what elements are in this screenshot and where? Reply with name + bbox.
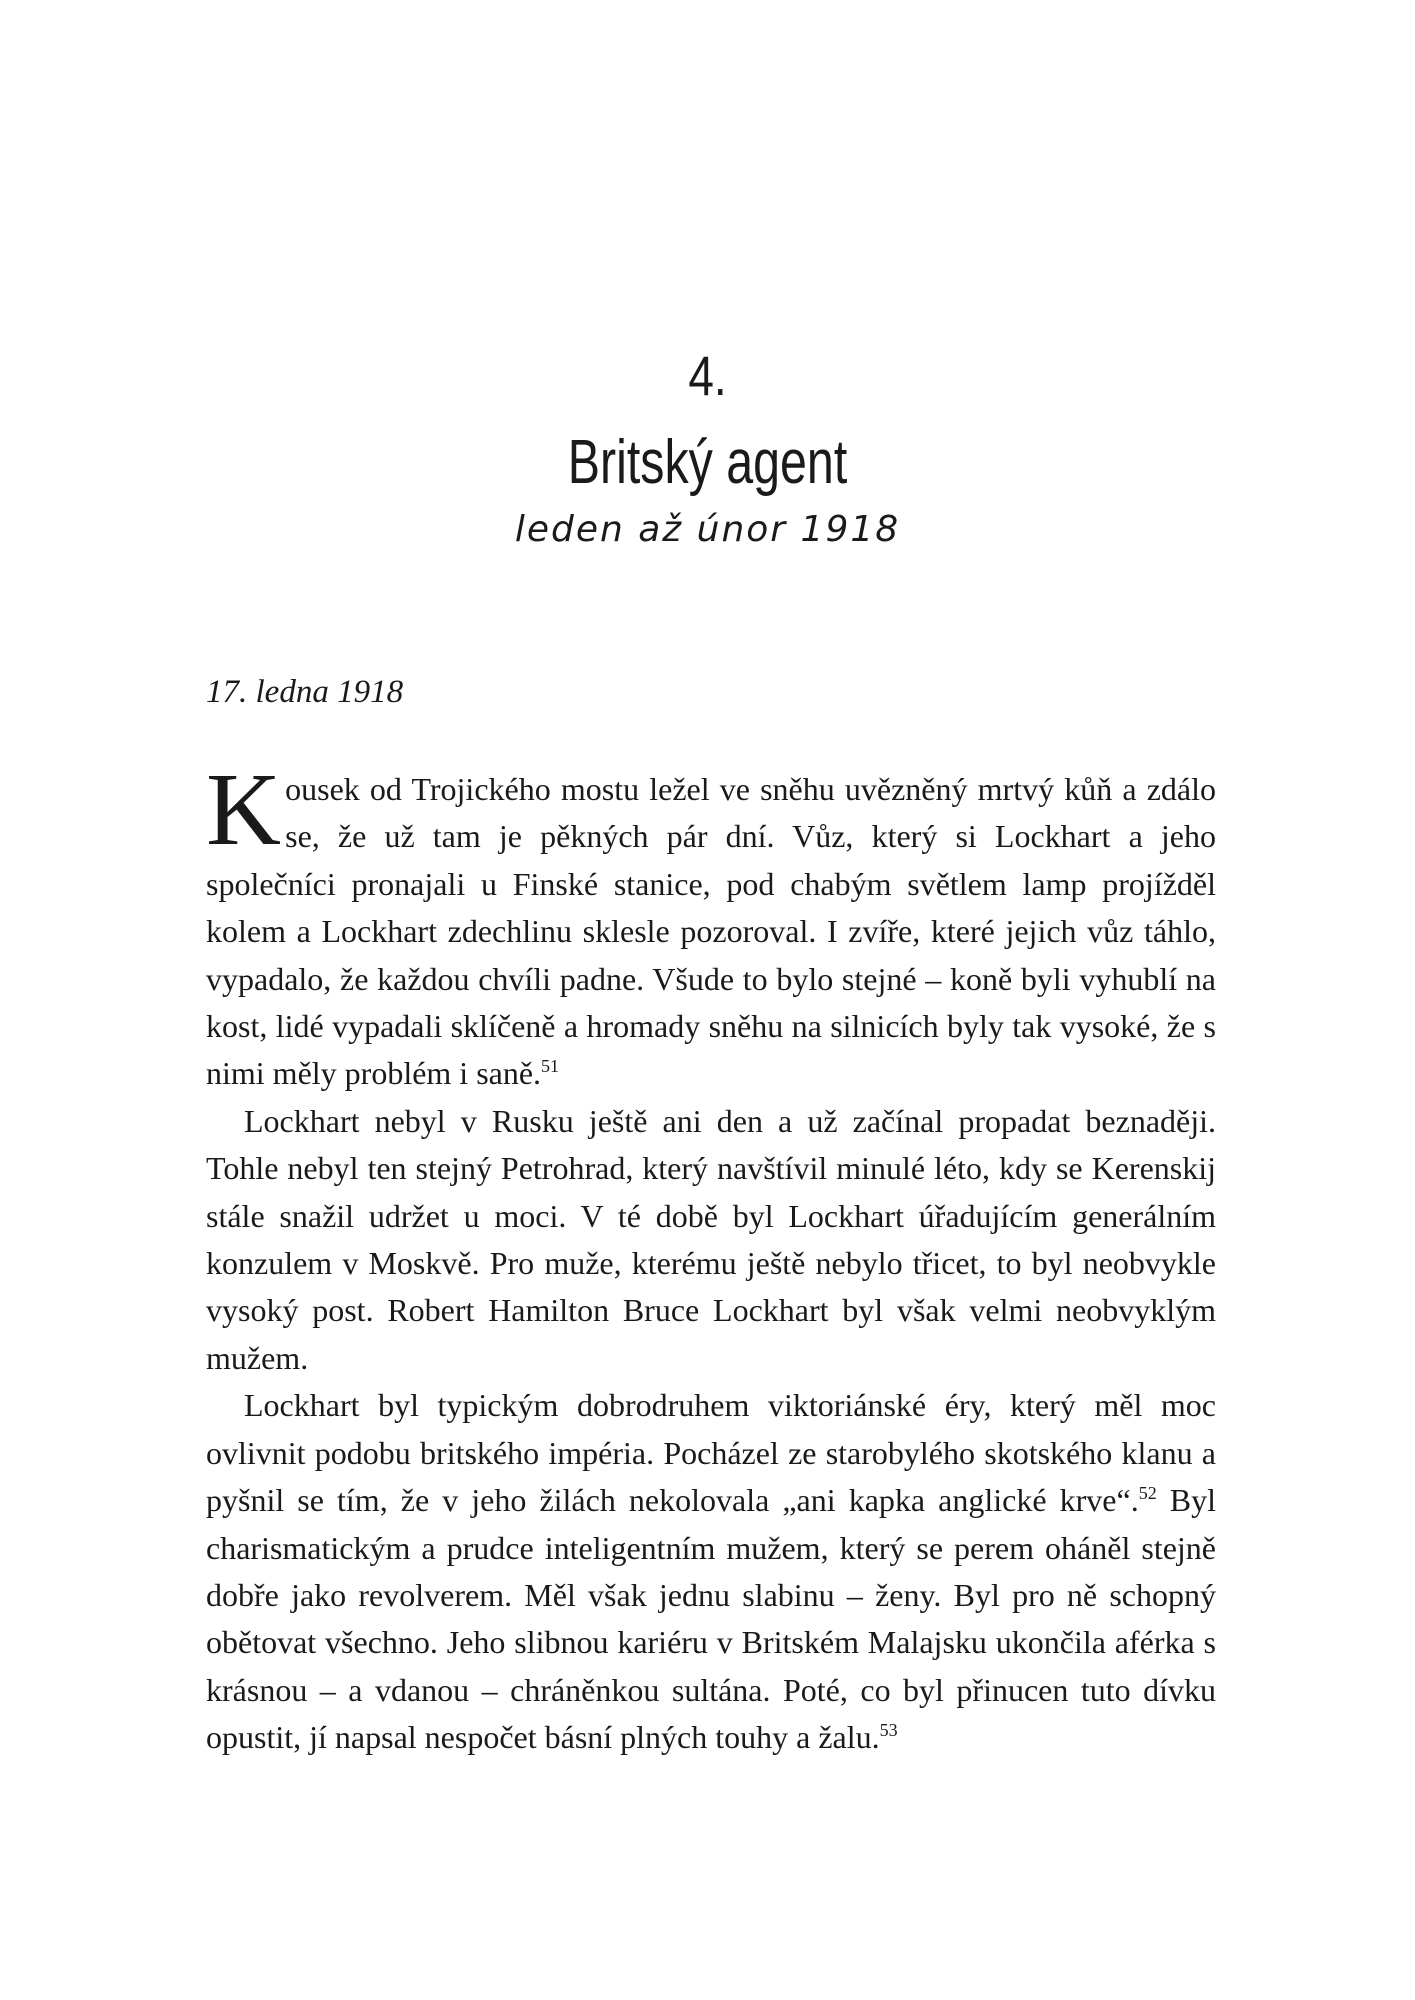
footnote-ref-53: 53 xyxy=(879,1720,898,1741)
drop-cap: K xyxy=(206,752,282,867)
body-text xyxy=(206,752,1217,1762)
paragraph-3 xyxy=(206,1382,1216,1761)
chapter-title: Britský agent xyxy=(567,428,848,497)
paragraph-2 xyxy=(206,1098,1216,1382)
paragraph-1 xyxy=(206,752,1216,1098)
paragraph-3-text-a: Lockhart byl typickým dobrodruhem viktoriánské éry, který měl moc ovlivnit podobu britského impéria. Pocházel ze starobylého skotského klanu a pyšnil se tím, že v jeho žilách nekolovala „ani kapka anglické krve“. xyxy=(206,1387,1216,1519)
section-date: 17. ledna 1918 xyxy=(206,674,404,710)
chapter-number: 4. xyxy=(688,344,727,407)
paragraph-2-text: Lockhart nebyl v Rusku ještě ani den a už začínal propadat beznaději. Tohle nebyl ten stejný Petrohrad, který navštívil minulé léto, kdy se Kerenskij stále snažil udržet u moci. V té době byl Lockhart úřadujícím generálním konzulem v Moskvě. Pro muže, kterému ještě nebylo třicet, to byl neobvykle vysoký post. Robert Hamilton Bruce Lockhart byl však velmi neobvyklým mužem. xyxy=(206,1102,1216,1376)
footnote-ref-51: 51 xyxy=(541,1056,560,1077)
paragraph-3-text-b: Byl charismatickým a prudce inteligentním mužem, který se perem oháněl stejně dobře jako revolverem. Měl však jednu slabinu – ženy. Byl pro ně schopný obětovat všechno. Jeho slibnou kariéru v Britském Malajsku ukončila aférka s krásnou – a vdanou – chráněnkou sultána. Poté, co byl přinucen tuto dívku opustit, jí napsal nespočet básní plných touhy a žalu. xyxy=(206,1482,1217,1756)
footnote-ref-52: 52 xyxy=(1138,1483,1157,1504)
paragraph-1-text: ousek od Trojického mostu ležel ve sněhu uvězněný mrtvý kůň a zdálo se, že už tam je pěkných pár dní. Vůz, který si Lockhart a jeho společníci pronajali u Finské stanice, pod chabým světlem lamp projížděl kolem a Lockhart zdechlinu sklesle pozoroval. I zvíře, které jejich vůz táhlo, vypadalo, že každou chvíli padne. Všude to bylo stejné – koně byli vyhublí na kost, lidé vypadali sklíčeně a hromady sněhu na silnicích byly tak vysoké, že s nimi měly problém i saně. xyxy=(206,771,1216,1092)
chapter-dates: leden až únor 1918 xyxy=(514,509,901,550)
